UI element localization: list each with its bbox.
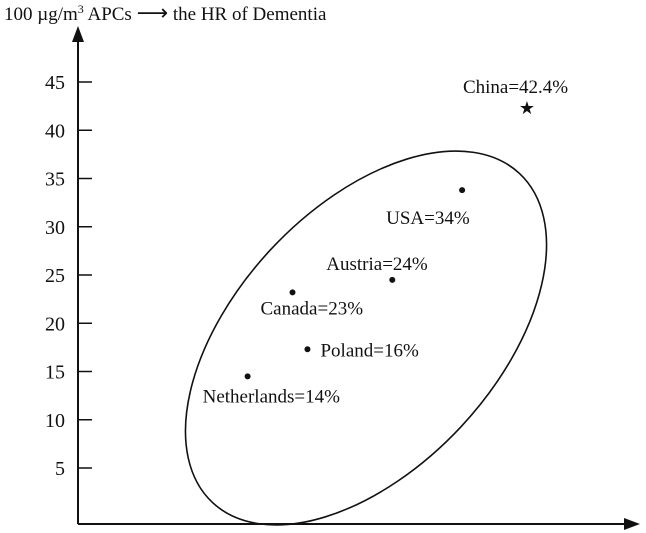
title-superscript: 3: [77, 2, 84, 16]
y-tick-label: 30: [45, 216, 65, 239]
title-tail: the HR of Dementia: [168, 4, 327, 25]
y-axis-arrow: [72, 26, 84, 42]
point-label: Canada=23%: [260, 298, 364, 320]
point-label: Austria=24%: [326, 253, 428, 275]
title-prefix: 100 µg/m: [4, 4, 78, 25]
y-tick-label: 15: [45, 361, 65, 384]
y-tick-label: 40: [45, 120, 65, 143]
data-points: [203, 77, 569, 407]
y-tick-label: 45: [45, 72, 65, 94]
point-label: China=42.4%: [462, 77, 569, 99]
point-label: Netherlands=14%: [202, 386, 340, 408]
y-tick-label: 35: [45, 168, 65, 191]
point-label: USA=34%: [386, 208, 470, 230]
point-dot: [304, 346, 310, 352]
y-tick-label: 20: [45, 313, 65, 336]
title-arrow: ⟶: [136, 1, 169, 26]
point-dot: [245, 373, 251, 379]
point-dot: [459, 187, 465, 193]
cluster-ellipse: [117, 85, 614, 533]
point-star: ★: [518, 98, 536, 119]
point-dot: [290, 289, 296, 295]
y-tick-label: 10: [45, 409, 65, 432]
chart-title: [4, 1, 327, 26]
point-label: Poland=16%: [320, 340, 419, 362]
title-suffix: APCs: [83, 4, 132, 25]
x-axis-arrow: [624, 518, 640, 530]
y-ticks: [45, 72, 92, 480]
y-tick-label: 5: [55, 458, 65, 480]
y-tick-label: 25: [45, 265, 65, 287]
point-dot: [389, 277, 395, 283]
